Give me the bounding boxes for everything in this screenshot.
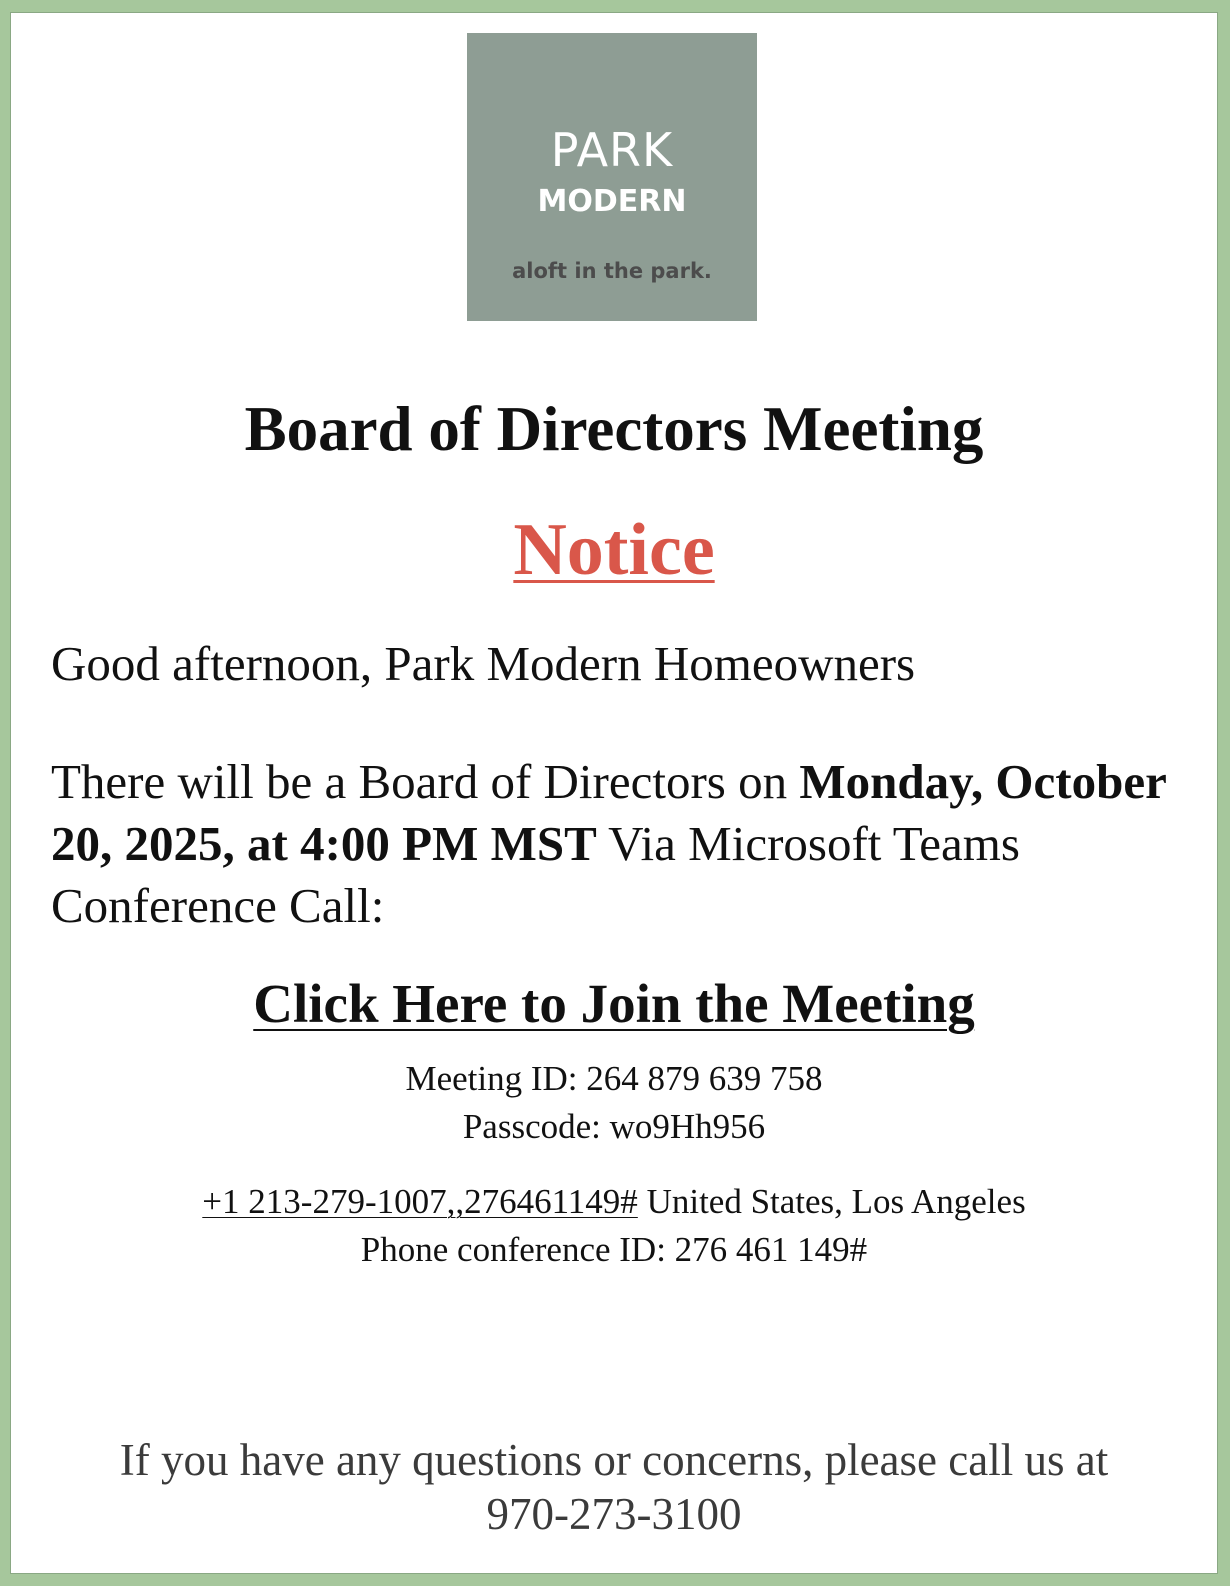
footer-contact bbox=[11, 1433, 1217, 1541]
logo-line-modern: MODERN bbox=[537, 184, 687, 219]
dial-in-line bbox=[11, 1181, 1217, 1223]
meeting-passcode: Passcode: wo9Hh956 bbox=[462, 1107, 766, 1146]
park-modern-logo bbox=[467, 33, 757, 321]
phone-conference-id: Phone conference ID: 276 461 149# bbox=[360, 1230, 868, 1269]
notice-card bbox=[10, 12, 1218, 1574]
meeting-datetime: Monday, October 20, 2025, at 4:00 PM MST bbox=[51, 754, 1166, 871]
page-title: Board of Directors Meeting bbox=[244, 394, 984, 464]
footer-phone-number: 970-273-3100 bbox=[486, 1489, 742, 1539]
logo-line-park: PARK bbox=[550, 123, 674, 177]
dial-in-location: United States, Los Angeles bbox=[637, 1182, 1026, 1221]
logo-tagline: aloft in the park. bbox=[512, 259, 712, 283]
notice-label: Notice bbox=[513, 509, 715, 591]
notice-heading bbox=[11, 510, 1217, 591]
meeting-id: Meeting ID: 264 879 639 758 bbox=[405, 1059, 823, 1098]
join-meeting-link[interactable]: Click Here to Join the Meeting bbox=[253, 973, 975, 1034]
meeting-announcement bbox=[51, 751, 1171, 937]
dial-in-phone-link[interactable]: +1 213-279-1007,,276461149# bbox=[202, 1182, 638, 1221]
greeting-text: Good afternoon, Park Modern Homeowners bbox=[51, 636, 916, 691]
footer-question-text: If you have any questions or concerns, please call us at bbox=[119, 1435, 1109, 1485]
announcement-intro: There will be a Board of Directors on bbox=[51, 754, 800, 809]
announcement-outro: Via Microsoft Teams Conference Call: bbox=[51, 816, 1020, 933]
join-meeting-container bbox=[11, 971, 1217, 1037]
